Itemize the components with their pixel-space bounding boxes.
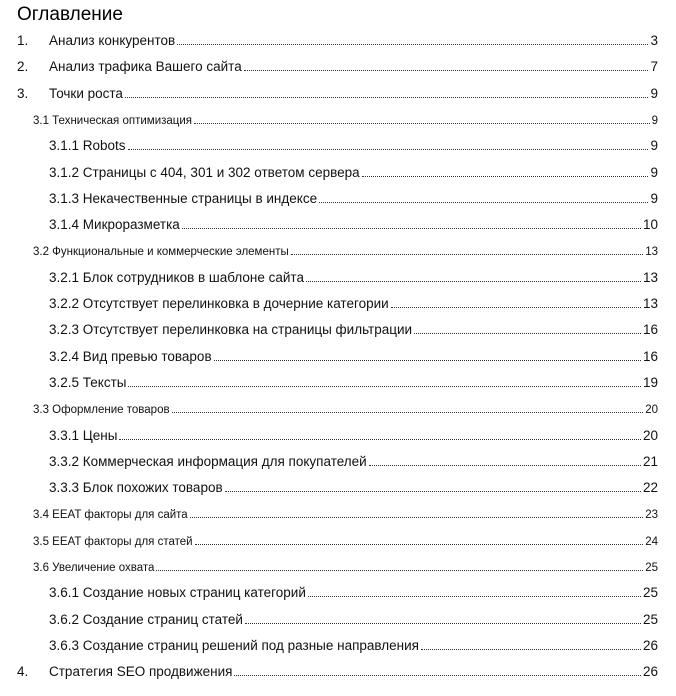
toc-entry-text: 3.2.1 Блок сотрудников в шаблоне сайта bbox=[49, 269, 304, 285]
toc-entry-text: 3.2.5 Тексты bbox=[49, 374, 127, 390]
toc-entry-page-number: 13 bbox=[642, 269, 658, 285]
toc-entry[interactable] bbox=[33, 508, 658, 522]
toc-entry-page-number: 25 bbox=[642, 611, 658, 627]
toc-entry-text: Анализ трафика Вашего сайта bbox=[49, 59, 242, 75]
dot-leader bbox=[177, 44, 648, 45]
toc-entry-text: 3.2 Функциональные и коммерческие элементы bbox=[33, 246, 289, 259]
toc-entry-page-number: 13 bbox=[642, 296, 658, 311]
toc-entry-number: 1. bbox=[17, 33, 29, 48]
dot-leader bbox=[234, 675, 641, 676]
toc-entry-text: 3.3.1 Цены bbox=[49, 427, 118, 443]
dot-leader bbox=[245, 623, 641, 624]
toc-entry-page-number: 10 bbox=[642, 217, 658, 233]
dot-leader bbox=[291, 254, 643, 255]
toc-entry-text: 3.1.3 Некачественные страницы в индексе bbox=[49, 190, 318, 206]
toc-entry-page-number: 20 bbox=[645, 404, 658, 417]
toc-entry[interactable] bbox=[33, 114, 658, 128]
toc-entry-page-number: 16 bbox=[642, 322, 658, 338]
toc-entry-page-number: 9 bbox=[650, 138, 658, 154]
toc-entry-text: 3.6.3 Создание страниц решений под разные направления bbox=[49, 637, 419, 653]
toc-entry-page-number: 21 bbox=[642, 453, 658, 469]
toc-entry-text: 3.6 Увеличение охвата bbox=[33, 562, 155, 574]
toc-entry-text: 3.6.2 Создание страниц статей bbox=[49, 611, 243, 627]
dot-leader bbox=[225, 491, 641, 492]
dot-leader bbox=[182, 228, 641, 229]
toc-entry-page-number: 20 bbox=[642, 427, 658, 443]
toc-entry[interactable] bbox=[33, 245, 658, 259]
toc-entry-text: 3.6.1 Создание новых страниц категорий bbox=[49, 585, 306, 601]
toc-entry-text: 3.1 Техническая оптимизация bbox=[33, 114, 193, 127]
toc-entry[interactable] bbox=[49, 612, 658, 628]
toc-entry[interactable] bbox=[49, 375, 658, 391]
toc-entry[interactable] bbox=[17, 86, 658, 102]
dot-leader bbox=[125, 97, 649, 98]
toc-entry-page-number: 9 bbox=[651, 114, 658, 127]
dot-leader bbox=[391, 307, 641, 308]
toc-entry-text: 3.3 Оформление товаров bbox=[33, 404, 170, 417]
dot-leader bbox=[306, 281, 641, 282]
toc-entry-page-number: 7 bbox=[650, 59, 658, 75]
dot-leader bbox=[414, 333, 641, 334]
toc-entry[interactable] bbox=[33, 561, 658, 575]
toc-entry[interactable] bbox=[33, 403, 658, 417]
toc-entry-text: 3.2.2 Отсутствует перелинковка в дочерние категории bbox=[49, 296, 389, 311]
dot-leader bbox=[369, 465, 641, 466]
dot-leader bbox=[128, 386, 641, 387]
toc-entry-page-number: 16 bbox=[642, 348, 658, 364]
toc-entry[interactable] bbox=[49, 638, 658, 654]
toc-entry-text: 3.4 EEAT факторы для сайта bbox=[33, 509, 188, 522]
toc-entry[interactable] bbox=[49, 165, 658, 181]
toc-entry[interactable] bbox=[17, 33, 658, 49]
dot-leader bbox=[195, 544, 644, 545]
toc-entry-text: 3.1.1 Robots bbox=[49, 138, 126, 154]
dot-leader bbox=[362, 176, 649, 177]
toc-entry-page-number: 13 bbox=[645, 246, 658, 259]
toc-entry-text: 3.5 EEAT факторы для статей bbox=[33, 535, 193, 548]
toc-entry-text: 3.3.3 Блок похожих товаров bbox=[49, 480, 223, 496]
toc-entry[interactable] bbox=[17, 59, 658, 75]
dot-leader bbox=[172, 412, 644, 413]
toc-entry[interactable] bbox=[49, 217, 658, 233]
toc-entry-text: 3.2.3 Отсутствует перелинковка на страницы фильтрации bbox=[49, 322, 413, 338]
toc-entry-page-number: 22 bbox=[642, 480, 658, 496]
toc-entry-page-number: 3 bbox=[650, 33, 658, 48]
dot-leader bbox=[156, 570, 643, 571]
toc-entry-page-number: 25 bbox=[642, 585, 658, 601]
toc-entry[interactable] bbox=[49, 138, 658, 154]
toc-entry-page-number: 19 bbox=[642, 374, 658, 390]
toc-entry-page-number: 9 bbox=[650, 190, 658, 206]
toc-entry-page-number: 9 bbox=[650, 164, 658, 180]
dot-leader bbox=[319, 202, 648, 203]
toc-entry[interactable] bbox=[17, 664, 658, 680]
toc-entry-text: 3.1.2 Страницы с 404, 301 и 302 ответом сервера bbox=[49, 164, 360, 180]
toc-entry[interactable] bbox=[49, 270, 658, 286]
toc-entry-page-number: 9 bbox=[650, 85, 658, 101]
toc-entry-text: Стратегия SEO продвижения bbox=[49, 664, 233, 680]
toc-entry[interactable] bbox=[49, 428, 658, 444]
dot-leader bbox=[214, 360, 641, 361]
toc-entry-page-number: 24 bbox=[645, 535, 658, 548]
dot-leader bbox=[308, 596, 641, 597]
toc-entry-text: 3.2.4 Вид превью товаров bbox=[49, 348, 212, 364]
toc-entry-number: 3. bbox=[17, 85, 29, 101]
toc-entry[interactable] bbox=[49, 585, 658, 601]
toc-entry[interactable] bbox=[49, 296, 658, 312]
toc-entry[interactable] bbox=[49, 349, 658, 365]
dot-leader bbox=[128, 149, 649, 150]
toc-entry-number: 4. bbox=[17, 664, 29, 680]
dot-leader bbox=[119, 439, 641, 440]
dot-leader bbox=[190, 517, 643, 518]
toc-entry-page-number: 25 bbox=[645, 562, 658, 574]
dot-leader bbox=[244, 70, 649, 71]
toc-entry-text: 3.1.4 Микроразметка bbox=[49, 217, 180, 233]
dot-leader bbox=[421, 649, 641, 650]
toc-entry[interactable] bbox=[49, 454, 658, 470]
toc-entry[interactable] bbox=[33, 535, 658, 549]
toc-entry-page-number: 26 bbox=[642, 637, 658, 653]
toc-entry[interactable] bbox=[49, 480, 658, 496]
toc-entry-text: 3.3.2 Коммерческая информация для покупателей bbox=[49, 453, 367, 469]
toc-entry-text: Точки роста bbox=[49, 85, 123, 101]
dot-leader bbox=[194, 123, 650, 124]
toc-entry-number: 2. bbox=[17, 59, 29, 75]
toc-entry[interactable] bbox=[49, 191, 658, 207]
toc-entry-page-number: 26 bbox=[642, 664, 658, 680]
toc-entry-page-number: 23 bbox=[645, 509, 658, 522]
toc-title: Оглавление bbox=[17, 4, 123, 25]
toc-entry[interactable] bbox=[49, 322, 658, 338]
toc-entry-text: Анализ конкурентов bbox=[49, 33, 176, 48]
